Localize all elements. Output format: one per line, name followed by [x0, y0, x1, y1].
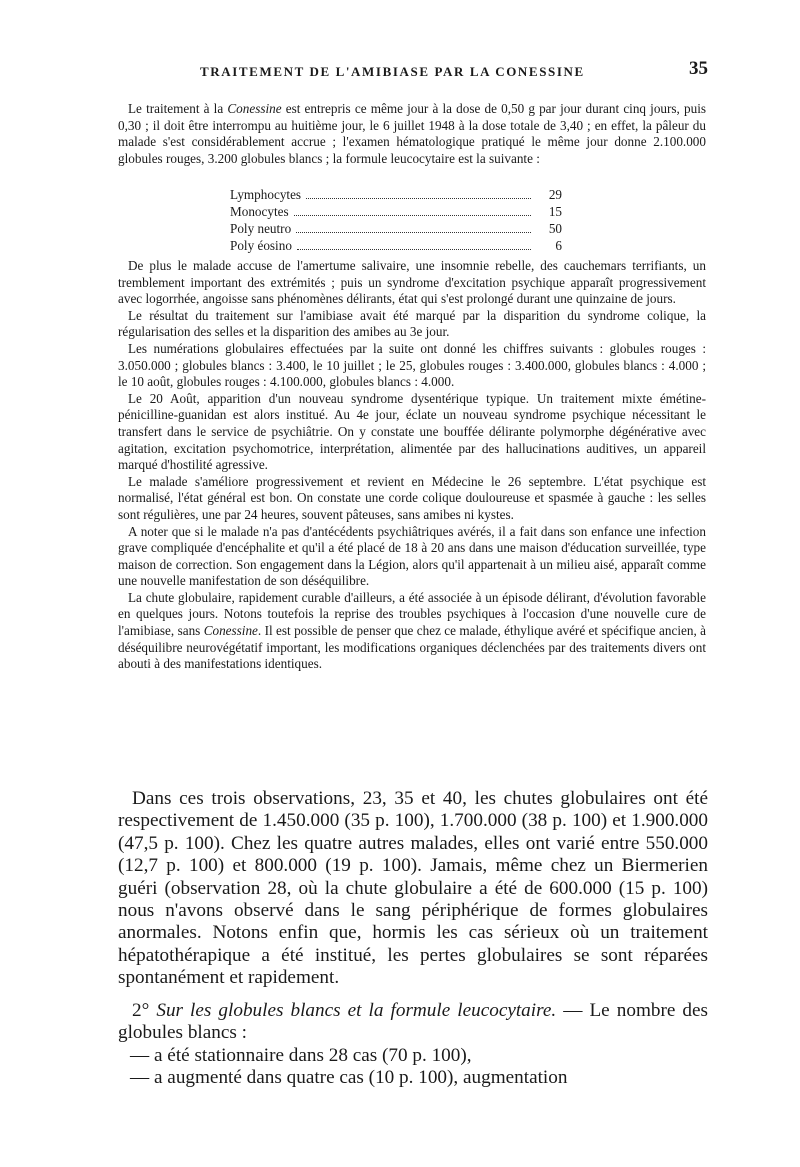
paragraph: Le 20 Août, apparition d'un nouveau syndrome dysentérique typique. Un traitement mixte émétine-pénicilline-guanidan est alors institué. Au 4e jour, éclate un nouveau syndrome psychique nécessitant le transfert dans le service de psychiâtrie. On y constate une bouffée délirante polymorphe dégénérative avec agitation, excitation psychomotrice, interprétation, alimentée par des hallucinations auditives, un appareil marqué d'hostilité agressive. — [118, 390, 706, 473]
observation-text-bottom — [118, 258, 706, 673]
list-item: — a augmenté dans quatre cas (10 p. 100), augmentation — [130, 1067, 568, 1089]
running-title: TRAITEMENT DE L'AMIBIASE PAR LA CONESSINE — [200, 64, 585, 79]
drug-name: Conessine — [203, 623, 258, 639]
paragraph-treatment: Le traitement à la Conessine est entrepris ce même jour à la dose de 0,50 g par jour durant cinq jours, puis 0,30 ; il doit être interrompu au huitième jour, le 6 juillet 1948 à la dose totale de 3,40 ; en effet, la pâleur du malade s'est considérablement accrue ; l'examen hématologique pratiqué le même jour donne 2.100.000 globules rouges, 3.200 globules blancs ; la formule leucocytaire est la suivante : — [118, 101, 706, 166]
leader-dots — [294, 215, 531, 216]
drug-name: Conessine — [227, 101, 282, 116]
main-text — [118, 788, 708, 990]
paragraph: De plus le malade accuse de l'amertume salivaire, une insomnie rebelle, des cauchemars terrifiants, un tremblement important des extrémités ; puis un syndrome d'excitation psychique apparaît progressivement avec logorrhée, angoisse sans phénomènes délirants, état qui s'est prolongé durant une quinzaine de jours. — [118, 258, 706, 307]
page-number: 35 — [689, 58, 708, 79]
formula-row: Monocytes 15 — [230, 204, 562, 219]
section-title: Sur les globules blancs et la formule leucocytaire. — [156, 1000, 557, 1021]
paragraph: Le résultat du traitement sur l'amibiase avait été marqué par la disparition du syndrome colique, la régularisation des selles et la disparition des amibes au 3e jour. — [118, 307, 706, 340]
leader-dots — [297, 249, 531, 250]
paragraph: A noter que si le malade n'a pas d'antécédents psychiâtriques avérés, il a fait dans son enfance une infection grave compliquée d'encéphalite et qu'il a été placé de 18 à 20 ans dans une maison d'éducation surveillée, type maison de correction. Son engagement dans la Légion, alors qu'il appartenait à un milieu aisé, apparaît comme une nouvelle manifestation de son déséquilibre. — [118, 523, 706, 589]
paragraph: Les numérations globulaires effectuées par la suite ont donné les chiffres suivants : globules rouges : 3.050.000 ; globules blancs : 3.400, le 10 juillet ; le 25, globules rouges : 3.400.000, globules blancs : 4.000 ; le 10 août, globules rouges : 4.100.000, globules blancs : 4.000. — [118, 340, 706, 390]
formula-row: Poly éosino 6 — [230, 238, 562, 253]
formula-row: Poly neutro 50 — [230, 221, 562, 236]
leader-dots — [306, 198, 531, 199]
paragraph: La chute globulaire, rapidement curable d'ailleurs, a été associée à un épisode délirant, d'évolution favorable en quelques jours. Notons toutefois la reprise des troubles psychiques à l'occasion d'une nouvelle cure de l'amibiase, sans Conessine. Il est possible de penser que chez ce malade, éthylique avéré et spécifique ancien, à déséquilibre neurovégétatif important, les modifications organiques déclenchées par des traitements divers ont abouti à des manifestations identiques. — [118, 589, 706, 672]
observation-text-top — [118, 101, 706, 167]
leucocyte-formula — [230, 186, 562, 254]
leader-dots — [296, 232, 531, 233]
paragraph-summary: Dans ces trois observations, 23, 35 et 40, les chutes globulaires ont été respectivement de 1.450.000 (35 p. 100), 1.700.000 (38 p. 100) et 1.900.000 (47,5 p. 100). Chez les quatre autres malades, elles ont varié entre 550.000 (12,7 p. 100) et 800.000 (19 p. 100). Jamais, même chez un Biermerien guéri (observation 28, où la chute globulaire a été de 600.000 (15 p. 100) nous n'avons observé dans le sang périphérique de formes globulaires anormales. Notons enfin que, hormis les cas sérieux où un traitement hépatothérapique a été institué, les pertes globulaires se sont réparées spontanément et rapidement. — [118, 788, 708, 989]
section-heading: 2° Sur les globules blancs et la formule leucocytaire. — Le nombre des globules blancs : — [118, 1000, 708, 1044]
section-white-cells — [118, 1000, 708, 1090]
paragraph: Le malade s'améliore progressivement et revient en Médecine le 26 septembre. L'état psychique est normalisé, l'état général est bon. On constate une corde colique douloureuse et spasmée à gauche : les selles sont régulières, une par 24 heures, souvent pâteuses, sans amibes ni kystes. — [118, 473, 706, 522]
formula-row: Lymphocytes 29 — [230, 187, 562, 202]
list-item: — a été stationnaire dans 28 cas (70 p. 100), — [130, 1044, 472, 1066]
page-header — [118, 60, 708, 86]
